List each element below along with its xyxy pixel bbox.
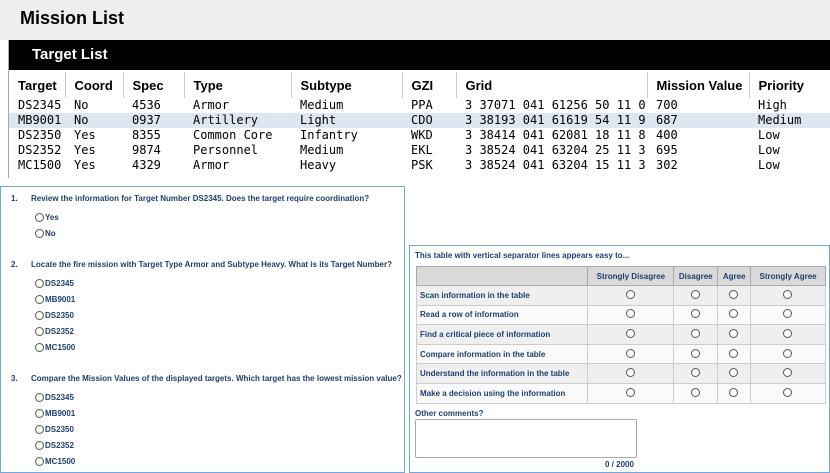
radio-agree[interactable] <box>729 368 738 377</box>
survey-table <box>416 266 826 404</box>
question-2-option-mc1500[interactable] <box>35 343 75 352</box>
question-number: 1. <box>11 194 18 203</box>
radio-disagree[interactable] <box>691 290 700 299</box>
cell-coord: Yes <box>74 128 96 142</box>
radio-button[interactable] <box>35 441 44 450</box>
cell-coord: Yes <box>74 143 96 157</box>
col-header-gzi: GZI <box>402 72 456 98</box>
survey-statement: Compare information in the table <box>417 344 588 364</box>
radio-disagree[interactable] <box>691 309 700 318</box>
cell-gzi: WKD <box>411 128 433 142</box>
survey-statement: Understand the information in the table <box>417 364 588 384</box>
radio-button[interactable] <box>35 425 44 434</box>
survey-cell-agree <box>718 305 751 325</box>
radio-agree[interactable] <box>729 329 738 338</box>
scale-header-agree: Agree <box>718 267 751 286</box>
survey-row <box>417 383 826 403</box>
option-label: MB9001 <box>45 295 76 304</box>
question-1-option-yes[interactable] <box>35 213 59 222</box>
cell-mission-value: 687 <box>647 113 749 128</box>
survey-statement: Scan information in the table <box>417 286 588 306</box>
cell-priority: Low <box>758 128 780 142</box>
cell-target: MB9001 <box>9 113 65 128</box>
radio-disagree[interactable] <box>691 368 700 377</box>
survey-cell-strongly-agree <box>751 364 826 384</box>
survey-row <box>417 286 826 306</box>
survey-row <box>417 325 826 345</box>
question-2-option-mb9001[interactable] <box>35 295 75 304</box>
option-label: MB9001 <box>45 409 76 418</box>
cell-coord: No <box>65 113 123 128</box>
radio-button[interactable] <box>35 229 44 238</box>
col-header-mission-value: Mission Value <box>647 72 749 98</box>
radio-button[interactable] <box>35 213 44 222</box>
cell-grid: 3 38524 041 63204 25 11 3 <box>465 143 646 157</box>
target-table-header-row <box>9 72 830 98</box>
question-1-option-no[interactable] <box>35 229 56 238</box>
cell-priority: Low <box>758 158 780 172</box>
survey-cell-strongly-agree <box>751 383 826 403</box>
question-3-option-mc1500[interactable] <box>35 457 75 466</box>
cell-target: DS2345 <box>18 98 62 112</box>
question-number: 3. <box>11 374 18 383</box>
survey-cell-strongly-disagree <box>588 383 674 403</box>
option-label: Yes <box>45 213 59 222</box>
scale-header-strongly-disagree: Strongly Disagree <box>588 267 674 286</box>
survey-row <box>417 364 826 384</box>
survey-title: This table with vertical separator lines appears easy to... <box>415 251 630 260</box>
radio-button[interactable] <box>35 409 44 418</box>
cell-type: Common Core <box>193 128 273 142</box>
cell-grid: 3 37071 041 61256 50 11 0 <box>465 98 646 112</box>
survey-cell-agree <box>718 383 751 403</box>
cell-spec: 4329 <box>132 158 161 172</box>
option-label: No <box>45 229 56 238</box>
cell-type: Armor <box>193 98 230 112</box>
survey-statement: Find a critical piece of information <box>417 325 588 345</box>
question-3-option-mb9001[interactable] <box>35 409 75 418</box>
radio-strongly-disagree[interactable] <box>626 290 635 299</box>
survey-cell-disagree <box>674 364 718 384</box>
survey-cell-disagree <box>674 344 718 364</box>
radio-button[interactable] <box>35 343 44 352</box>
cell-grid: 3 38193 041 61619 54 11 9 <box>456 113 647 128</box>
question-number: 2. <box>11 260 18 269</box>
other-comments-input[interactable] <box>415 419 637 458</box>
survey-cell-strongly-disagree <box>588 286 674 306</box>
cell-type: Artillery <box>184 113 291 128</box>
cell-subtype: Medium <box>300 98 344 112</box>
cell-type: Personnel <box>193 143 259 157</box>
col-header-spec: Spec <box>123 72 184 98</box>
option-label: DS2350 <box>45 311 74 320</box>
radio-strongly-disagree[interactable] <box>626 309 635 318</box>
survey-cell-strongly-disagree <box>588 305 674 325</box>
question-text: Review the information for Target Number DS2345. Does the target require coordination? <box>31 194 370 203</box>
survey-cell-strongly-agree <box>751 305 826 325</box>
cell-gzi: EKL <box>411 143 433 157</box>
question-3-option-ds2350[interactable] <box>35 425 74 434</box>
radio-agree[interactable] <box>729 290 738 299</box>
target-list-header: Target List <box>9 40 830 70</box>
question-2-option-ds2352[interactable] <box>35 327 74 336</box>
other-comments-label: Other comments? <box>415 409 484 418</box>
page-title: Mission List <box>20 8 125 28</box>
col-header-subtype: Subtype <box>291 72 402 98</box>
option-label: MC1500 <box>45 457 76 466</box>
survey-cell-strongly-disagree <box>588 325 674 345</box>
radio-strongly-disagree[interactable] <box>626 349 635 358</box>
option-label: DS2352 <box>45 441 74 450</box>
radio-strongly-disagree[interactable] <box>626 388 635 397</box>
cell-type: Armor <box>193 158 230 172</box>
col-header-target: Target <box>18 77 57 93</box>
cell-subtype: Infantry <box>300 128 358 142</box>
cell-mission-value: 695 <box>656 143 678 157</box>
table-row <box>9 143 830 158</box>
cell-coord: Yes <box>74 158 96 172</box>
cell-spec: 4536 <box>132 98 161 112</box>
option-label: DS2352 <box>45 327 74 336</box>
option-label: MC1500 <box>45 343 76 352</box>
radio-agree[interactable] <box>729 349 738 358</box>
radio-agree[interactable] <box>729 388 738 397</box>
radio-disagree[interactable] <box>691 329 700 338</box>
survey-row <box>417 305 826 325</box>
target-table <box>9 72 830 173</box>
survey-cell-strongly-disagree <box>588 344 674 364</box>
survey-header-row <box>417 267 826 286</box>
radio-button[interactable] <box>35 393 44 402</box>
survey-cell-disagree <box>674 325 718 345</box>
radio-strongly-agree[interactable] <box>783 368 792 377</box>
cell-priority: Low <box>758 143 780 157</box>
cell-subtype: Light <box>291 113 402 128</box>
question-3-option-ds2345[interactable] <box>35 393 74 402</box>
radio-button[interactable] <box>35 457 44 466</box>
question-3-option-ds2352[interactable] <box>35 441 74 450</box>
survey-statement: Make a decision using the information <box>417 383 588 403</box>
cell-grid: 3 38524 041 63204 15 11 3 <box>465 158 646 172</box>
survey-cell-strongly-disagree <box>588 364 674 384</box>
survey-cell-strongly-agree <box>751 286 826 306</box>
cell-subtype: Heavy <box>300 158 337 172</box>
cell-spec: 9874 <box>132 143 161 157</box>
radio-button[interactable] <box>35 311 44 320</box>
survey-cell-agree <box>718 286 751 306</box>
col-header-type: Type <box>184 72 291 98</box>
question-1 <box>11 194 369 203</box>
scale-header-strongly-agree: Strongly Agree <box>751 267 826 286</box>
survey-panel <box>409 245 830 473</box>
cell-target: MC1500 <box>18 158 62 172</box>
col-header-grid: Grid <box>456 72 647 98</box>
survey-cell-strongly-agree <box>751 344 826 364</box>
table-row <box>9 113 830 128</box>
cell-target: DS2350 <box>18 128 62 142</box>
target-list-panel <box>8 40 830 178</box>
question-3 <box>11 374 402 383</box>
cell-gzi: PPA <box>411 98 433 112</box>
survey-statement: Read a row of information <box>417 305 588 325</box>
question-text: Compare the Mission Values of the displayed targets. Which target has the lowest mission value? <box>31 374 402 383</box>
option-label: DS2350 <box>45 425 74 434</box>
table-row <box>9 158 830 173</box>
radio-disagree[interactable] <box>691 349 700 358</box>
option-label: DS2345 <box>45 393 74 402</box>
cell-priority: High <box>758 98 787 112</box>
table-row <box>9 98 830 113</box>
cell-coord: No <box>74 98 89 112</box>
survey-header-blank <box>417 267 588 286</box>
cell-mission-value: 302 <box>656 158 678 172</box>
col-header-priority: Priority <box>749 72 830 98</box>
cell-priority: Medium <box>749 113 830 128</box>
cell-gzi: PSK <box>411 158 433 172</box>
question-2-option-ds2350[interactable] <box>35 311 74 320</box>
scale-header-disagree: Disagree <box>674 267 718 286</box>
radio-button[interactable] <box>35 327 44 336</box>
question-2-option-ds2345[interactable] <box>35 279 74 288</box>
cell-spec: 8355 <box>132 128 161 142</box>
survey-cell-agree <box>718 325 751 345</box>
survey-cell-disagree <box>674 383 718 403</box>
radio-strongly-agree[interactable] <box>783 388 792 397</box>
radio-strongly-agree[interactable] <box>783 349 792 358</box>
survey-row <box>417 344 826 364</box>
survey-cell-disagree <box>674 286 718 306</box>
radio-strongly-agree[interactable] <box>783 309 792 318</box>
cell-gzi: CDO <box>402 113 456 128</box>
table-row <box>9 128 830 143</box>
survey-cell-agree <box>718 344 751 364</box>
cell-mission-value: 400 <box>656 128 678 142</box>
radio-agree[interactable] <box>729 309 738 318</box>
title-bar <box>0 0 830 40</box>
radio-strongly-agree[interactable] <box>783 290 792 299</box>
cell-mission-value: 700 <box>656 98 678 112</box>
questions-panel <box>0 186 405 473</box>
col-header-coord: Coord <box>65 72 123 98</box>
question-text: Locate the fire mission with Target Type Armor and Subtype Heavy. What is its Target Number? <box>31 260 392 269</box>
character-counter: 0 / 2000 <box>605 460 634 469</box>
radio-button[interactable] <box>35 295 44 304</box>
survey-cell-agree <box>718 364 751 384</box>
radio-strongly-agree[interactable] <box>783 329 792 338</box>
cell-subtype: Medium <box>300 143 344 157</box>
survey-cell-disagree <box>674 305 718 325</box>
cell-target: DS2352 <box>18 143 62 157</box>
radio-button[interactable] <box>35 279 44 288</box>
radio-disagree[interactable] <box>691 388 700 397</box>
radio-strongly-disagree[interactable] <box>626 329 635 338</box>
question-2 <box>11 260 392 269</box>
survey-cell-strongly-agree <box>751 325 826 345</box>
radio-strongly-disagree[interactable] <box>626 368 635 377</box>
cell-spec: 0937 <box>123 113 184 128</box>
option-label: DS2345 <box>45 279 74 288</box>
cell-grid: 3 38414 041 62081 18 11 8 <box>465 128 646 142</box>
